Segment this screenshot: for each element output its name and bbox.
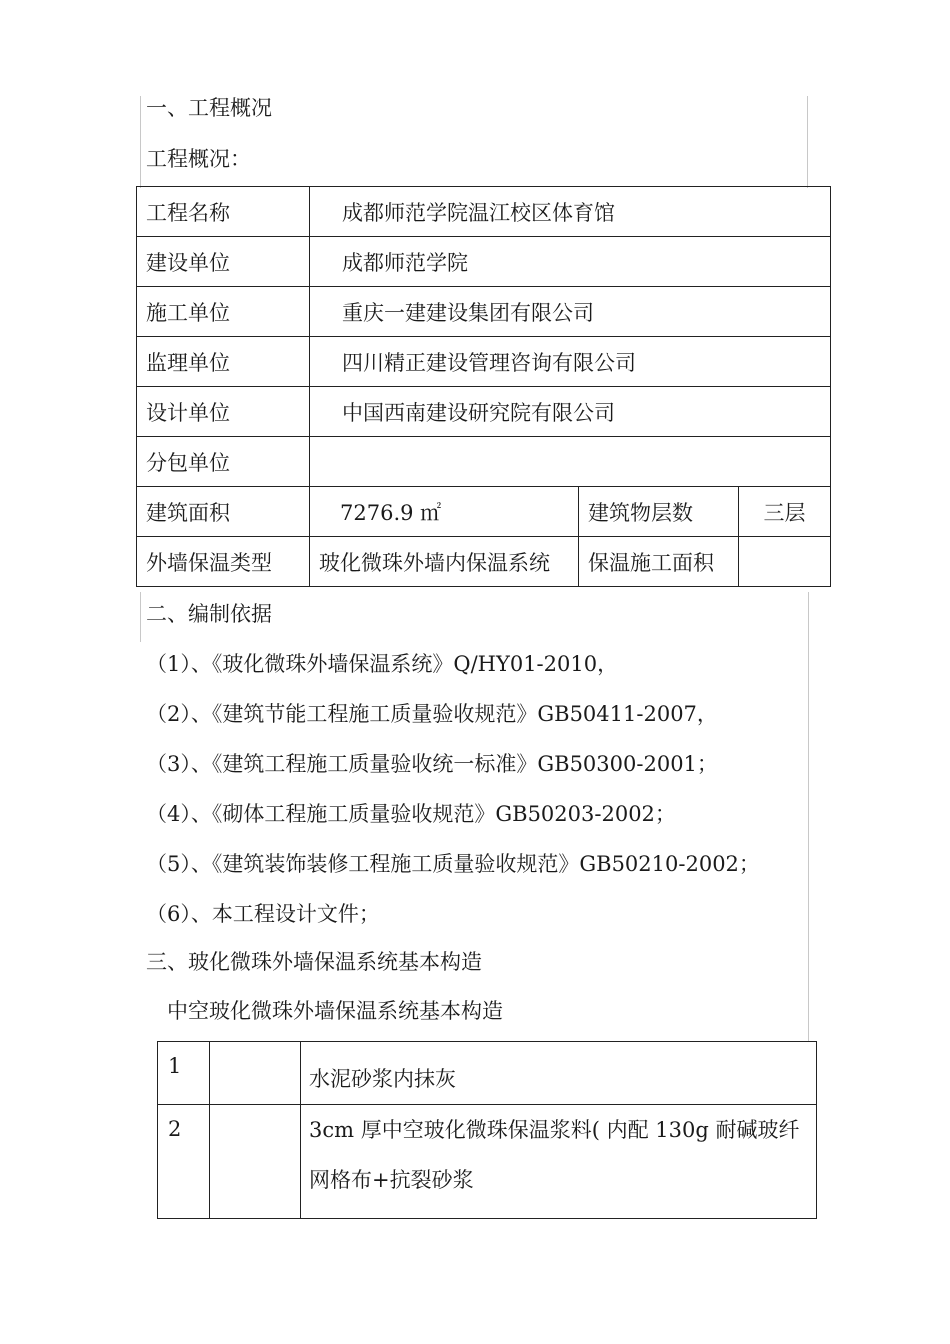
insulation-type-value: 玻化微珠外墙内保温系统 [310,537,579,587]
floors-label: 建筑物层数 [579,487,739,537]
table-row [137,387,831,437]
basis-item: （4）、《砌体工程施工质量验收规范》GB50203-2002； [146,802,676,826]
project-info-table [136,186,831,587]
area-value: 7276.9 ㎡ [310,487,579,537]
layer-description: 水泥砂浆内抹灰 [301,1042,817,1105]
section3-subheading: 中空玻化微珠外墙保温系统基本构造 [167,999,503,1023]
right-margin-line [808,592,809,1042]
floors-value: 三层 [739,487,831,537]
area-label: 建筑面积 [137,487,310,537]
info-label: 工程名称 [137,187,310,237]
right-margin-line [807,96,808,188]
layer-blank-cell [210,1105,301,1219]
info-value: 四川精正建设管理咨询有限公司 [310,337,831,387]
table-row [137,487,831,537]
table-row [137,237,831,287]
section1-heading: 一、工程概况 [146,96,272,120]
info-value: 重庆一建建设集团有限公司 [310,287,831,337]
info-value: 中国西南建设研究院有限公司 [310,387,831,437]
layer-number: 1 [158,1042,210,1105]
info-label: 建设单位 [137,237,310,287]
table-row [158,1042,817,1105]
left-margin-line [140,96,141,188]
table-row [158,1105,817,1219]
info-label: 监理单位 [137,337,310,387]
layer-description: 3cm 厚中空玻化微珠保温浆料( 内配 130g 耐碱玻纤网格布+抗裂砂浆 [301,1105,817,1219]
table-row [137,337,831,387]
left-margin-line [140,592,141,642]
info-value [310,437,831,487]
info-value: 成都师范学院 [310,237,831,287]
insulation-type-label: 外墙保温类型 [137,537,310,587]
basis-item: （2）、《建筑节能工程施工质量验收规范》GB50411-2007， [146,702,718,726]
table-row [137,437,831,487]
section2-heading: 二、编制依据 [146,602,272,626]
table-row [137,537,831,587]
section3-heading: 三、玻化微珠外墙保温系统基本构造 [146,950,482,974]
table-row [137,287,831,337]
insulation-area-value [739,537,831,587]
structure-table [157,1041,817,1219]
info-label: 施工单位 [137,287,310,337]
info-label: 分包单位 [137,437,310,487]
table-row [137,187,831,237]
layer-blank-cell [210,1042,301,1105]
layer-number: 2 [158,1105,210,1219]
info-value: 成都师范学院温江校区体育馆 [310,187,831,237]
section1-subheading: 工程概况： [146,147,251,171]
insulation-area-label: 保温施工面积 [579,537,739,587]
basis-item: （1）、《玻化微珠外墙保温系统》Q/HY01-2010， [146,652,619,676]
basis-item: （3）、《建筑工程施工质量验收统一标准》GB50300-2001； [146,752,718,776]
basis-item: （6）、本工程设计文件； [146,902,380,926]
basis-item: （5）、《建筑装饰装修工程施工质量验收规范》GB50210-2002； [146,852,760,876]
info-label: 设计单位 [137,387,310,437]
